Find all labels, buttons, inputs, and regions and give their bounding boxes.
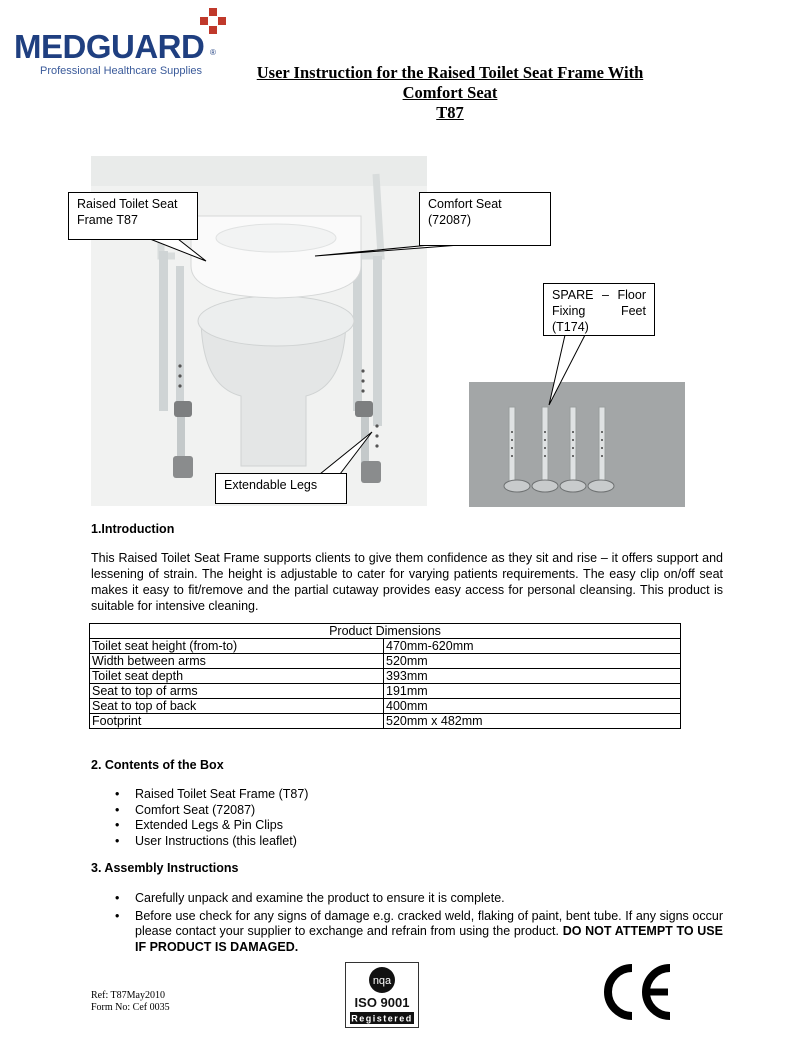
dimension-label: Toilet seat height (from-to) xyxy=(90,639,384,654)
introduction-paragraph: This Raised Toilet Seat Frame supports clients to give them confidence as they sit and rise – it offers support and lessening of strain. The height is adjustable to cater for varying patients requirements. The easy clip on/off seat makes it easy to fit/remove and the partial cutaway provides easy access for personal cleansing. This product is suitable for intensive cleaning. xyxy=(91,551,723,613)
callout-frame-label: Raised Toilet Seat Frame T87 xyxy=(68,192,198,240)
introduction-heading: 1.Introduction xyxy=(91,522,175,536)
dimension-label: Seat to top of arms xyxy=(90,684,384,699)
iso-logo-text: nqa xyxy=(372,975,392,987)
floor-fixing-feet-illustration xyxy=(469,382,685,507)
damage-check-text: Before use check for any signs of damage e.g. cracked weld, flaking of paint, bent tube. If any signs occur please contact your supplier to exchange and refrain from using the product. xyxy=(135,908,723,938)
dimension-value: 191mm xyxy=(384,684,681,699)
dimension-value: 520mm x 482mm xyxy=(384,714,681,729)
title-line-2: Comfort Seat xyxy=(402,83,498,102)
dimension-label: Width between arms xyxy=(90,654,384,669)
table-row xyxy=(90,699,681,714)
footer-reference xyxy=(91,990,170,1014)
table-row xyxy=(90,639,681,654)
form-number: Form No: Cef 0035 xyxy=(91,1002,170,1013)
list-item: • Raised Toilet Seat Frame (T87) xyxy=(91,787,491,803)
iso-standard-text: ISO 9001 xyxy=(354,995,410,1010)
dimension-value: 520mm xyxy=(384,654,681,669)
ce-conformity-icon xyxy=(596,962,676,1022)
list-item: • User Instructions (this leaflet) xyxy=(91,834,491,850)
title-line-1: User Instruction for the Raised Toilet Seat Frame With xyxy=(256,63,644,82)
assembly-list xyxy=(91,891,723,957)
table-row xyxy=(90,684,681,699)
table-header-row xyxy=(90,624,681,639)
logo-tagline: Professional Healthcare Supplies xyxy=(40,65,203,77)
title-line-3: T87 xyxy=(436,103,464,122)
iso-registered-text: Registered xyxy=(351,1013,413,1024)
iso-9001-badge xyxy=(345,962,419,1028)
document-ref: Ref: T87May2010 xyxy=(91,990,165,1001)
spare-feet-photo xyxy=(469,382,685,507)
table-row xyxy=(90,669,681,684)
contents-heading: 2. Contents of the Box xyxy=(91,758,224,772)
callout-comfort-seat-label: Comfort Seat (72087) xyxy=(419,192,551,246)
table-row xyxy=(90,714,681,729)
dimension-label: Footprint xyxy=(90,714,384,729)
callout-spare-feet-label: SPARE – Floor Fixing Feet (T174) xyxy=(543,283,655,336)
damage-warning: DO NOT ATTEMPT TO USE IF PRODUCT IS DAMAGED. xyxy=(135,924,723,954)
logo-wordmark: MEDGUARD xyxy=(14,28,205,65)
ce-mark-icon xyxy=(596,962,676,1022)
list-item xyxy=(91,909,723,956)
table-header: Product Dimensions xyxy=(90,624,681,639)
table-row xyxy=(90,654,681,669)
callout-extendable-legs-label: Extendable Legs xyxy=(215,473,347,504)
dimension-value: 393mm xyxy=(384,669,681,684)
contents-list xyxy=(91,787,491,849)
list-item: • Carefully unpack and examine the product to ensure it is complete. xyxy=(91,891,723,907)
product-dimensions-table xyxy=(89,623,681,729)
dimension-label: Toilet seat depth xyxy=(90,669,384,684)
page-title xyxy=(230,63,670,123)
dimension-value: 470mm-620mm xyxy=(384,639,681,654)
assembly-heading: 3. Assembly Instructions xyxy=(91,861,239,875)
dimension-label: Seat to top of back xyxy=(90,699,384,714)
registered-mark: ® xyxy=(210,48,216,57)
list-item: • Comfort Seat (72087) xyxy=(91,803,491,819)
medguard-logo xyxy=(14,8,224,80)
list-item: • Extended Legs & Pin Clips xyxy=(91,818,491,834)
iso-certification-icon xyxy=(346,963,418,1027)
dimension-value: 400mm xyxy=(384,699,681,714)
